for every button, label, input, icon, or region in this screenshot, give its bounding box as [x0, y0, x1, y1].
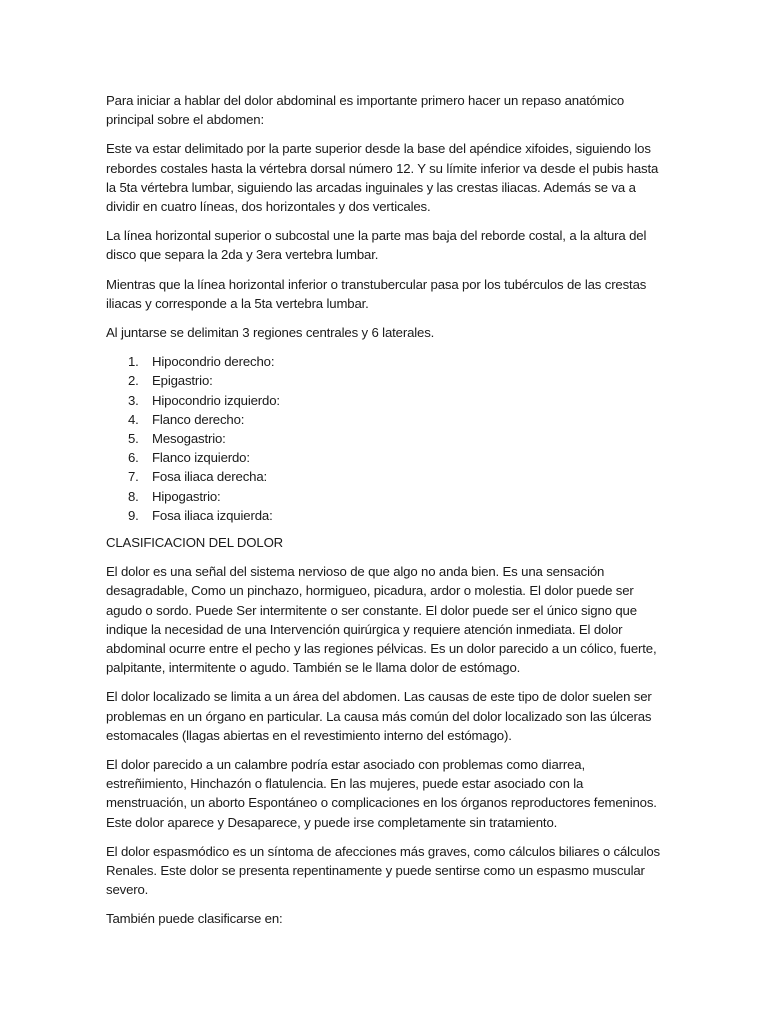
list-item — [106, 391, 666, 410]
list-item-label: Hipocondrio derecho: — [152, 354, 275, 370]
list-item — [106, 352, 666, 371]
list-item — [106, 448, 666, 467]
list-item — [106, 506, 666, 525]
regions-list — [106, 352, 666, 525]
list-item-label: Fosa iliaca izquierda: — [152, 507, 273, 523]
list-item-label: Flanco izquierdo: — [152, 450, 250, 466]
list-item-number: 9. — [128, 507, 139, 523]
document-page — [106, 91, 666, 939]
classification-paragraph: También puede clasificarse en: — [106, 911, 283, 927]
list-item-label: Mesogastrio: — [152, 430, 226, 446]
list-item-label: Hipogastrio: — [152, 488, 221, 504]
localized-pain-paragraph: El dolor localizado se limita a un área del abdomen. Las causas de este tipo de dolor suelen ser problemas en un órgano en particular. La causa más común del dolor localizado son las úlceras estomacales (llagas abiertas en el revestimiento interno del estómago). — [106, 689, 652, 743]
list-item — [106, 371, 666, 390]
spasmodic-pain-paragraph: El dolor espasmódico es un síntoma de afecciones más graves, como cálculos biliares o cálculos Renales. Este dolor se presenta repentinamente y puede sentirse como un espasmo muscular severo. — [106, 843, 660, 898]
list-item — [106, 467, 666, 486]
list-item — [106, 429, 666, 448]
list-item-label: Hipocondrio izquierdo: — [152, 392, 280, 408]
list-item — [106, 487, 666, 506]
lower-line-paragraph: Mientras que la línea horizontal inferior o transtubercular pasa por los tubérculos de las crestas iliacas y corresponde a la 5ta vertebra lumbar. — [106, 276, 647, 311]
cramp-pain-paragraph: El dolor parecido a un calambre podría estar asociado con problemas como diarrea, estreñimiento, Hinchazón o flatulencia. En las mujeres, puede estar asociado con la menstruación, un aborto Espontáneo o complicaciones en los órganos reproductores femeninos. Este dolor aparece y Desaparece, y puede irse completamente sin tratamiento. — [106, 756, 657, 830]
list-item-number: 8. — [128, 488, 139, 504]
list-item-number: 6. — [128, 450, 139, 466]
section-heading: CLASIFICACION DEL DOLOR — [106, 534, 284, 550]
list-item-number: 1. — [128, 354, 139, 370]
list-item-number: 5. — [128, 430, 139, 446]
list-item-number: 7. — [128, 469, 139, 485]
pain-definition-paragraph: El dolor es una señal del sistema nervioso de que algo no anda bien. Es una sensación desagradable, Como un pinchazo, hormigueo, picadura, ardor o molestia. El dolor puede ser agudo o sordo. Puede Ser intermitente o ser constante. El dolor puede ser el único signo que indique la necesidad de una Intervención quirúrgica y requiere atención inmediata. El dolor abdominal ocurre entre el pecho y las regiones pélvicas. Es un dolor parecido a un cólico, fuerte, palpitante, intermitente o agudo. También se le llama dolor de estómago. — [106, 564, 657, 676]
list-item — [106, 410, 666, 429]
list-item-number: 4. — [128, 411, 139, 427]
intro-paragraph: Para iniciar a hablar del dolor abdominal es importante primero hacer un repaso anatómico principal sobre el abdomen: — [106, 93, 625, 128]
list-item-label: Flanco derecho: — [152, 411, 245, 427]
list-item-label: Fosa iliaca derecha: — [152, 469, 268, 485]
list-item-label: Epigastrio: — [152, 373, 213, 389]
list-item-number: 3. — [128, 392, 139, 408]
upper-line-paragraph: La línea horizontal superior o subcostal une la parte mas baja del reborde costal, a la altura del disco que separa la 2da y 3era vertebra lumbar. — [106, 228, 647, 263]
abdomen-limits-paragraph: Este va estar delimitado por la parte superior desde la base del apéndice xifoides, siguiendo los rebordes costales hasta la vértebra dorsal número 12. Y su límite inferior va desde el pubis hasta la 5ta vértebra lumbar, siguiendo las arcadas inguinales y las crestas iliacas. Además se va a dividir en cuatro líneas, dos horizontales y dos verticales. — [106, 141, 659, 215]
list-item-number: 2. — [128, 373, 139, 389]
regions-intro-paragraph: Al juntarse se delimitan 3 regiones centrales y 6 laterales. — [106, 325, 435, 341]
